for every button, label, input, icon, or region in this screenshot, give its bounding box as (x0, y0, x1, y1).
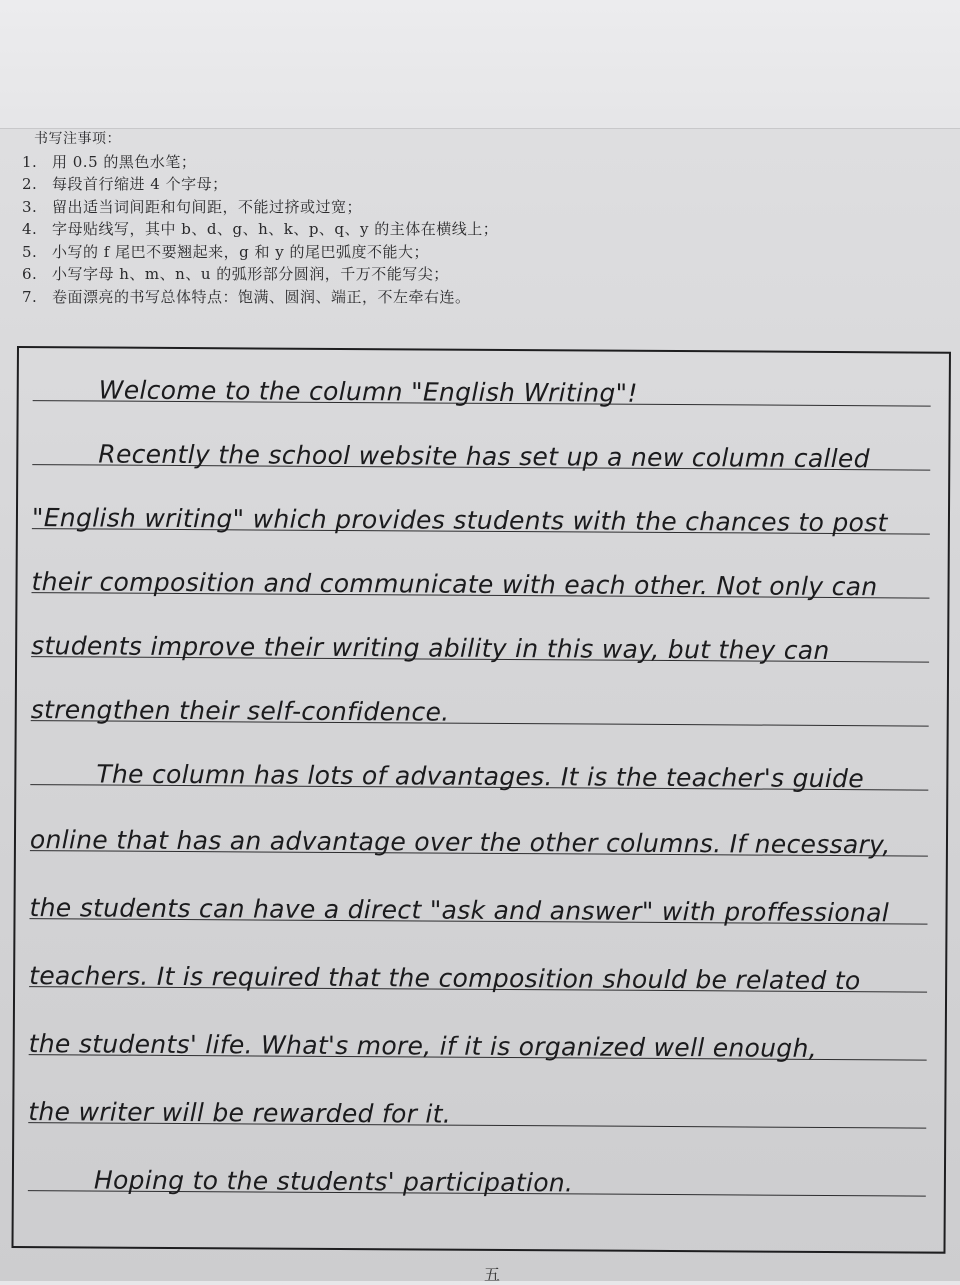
note-text: 小写的 f 尾巴不要翘起来，g 和 y 的尾巴弧度不能大； (52, 242, 429, 261)
note-item (22, 218, 902, 241)
background-sheet (0, 0, 960, 140)
handwritten-line: the writer will be rewarded for it. (28, 1097, 452, 1129)
writing-line (28, 1082, 926, 1128)
writing-line (29, 810, 928, 860)
handwritten-line: "English writing" which provides students with the chances to post (31, 503, 888, 538)
note-text: 字母贴线写，其中 b、d、g、h、k、p、q、y 的主体在横线上； (52, 220, 499, 238)
note-number: 6. (22, 265, 38, 283)
writing-line (31, 616, 929, 665)
writing-line (33, 360, 931, 406)
note-number: 4. (22, 220, 38, 238)
writing-line (28, 1150, 926, 1196)
handwritten-line: their composition and communicate with each other. Not only can (31, 567, 878, 602)
note-number: 5. (22, 242, 38, 261)
note-number: 3. (22, 197, 38, 216)
writing-line (32, 424, 930, 474)
handwritten-line: the students can have a direct "ask and answer" with proffessional (29, 893, 890, 928)
note-text: 卷面漂亮的书写总体特点：饱满、圆润、端正，不左牵右连。 (52, 287, 471, 306)
page-mark: 五 (484, 1265, 501, 1284)
handwritten-line: online that has an advantage over the other columns. If necessary, (29, 825, 891, 860)
note-number: 2. (22, 175, 38, 193)
writing-line (29, 946, 927, 996)
note-text: 每段首行缩进 4 个字母； (52, 175, 228, 193)
handwritten-line: strengthen their self-confidence. (30, 695, 450, 727)
note-text: 用 0.5 的黑色水笔； (52, 152, 197, 171)
writing-line (31, 680, 929, 726)
writing-line (30, 744, 928, 794)
note-text: 小写字母 h、m、n、u 的弧形部分圆润，千万不能写尖； (52, 265, 449, 283)
writing-notes (22, 128, 902, 308)
writing-line (31, 552, 929, 602)
composition-title: Welcome to the column "English Writing"! (98, 375, 638, 408)
note-item (22, 263, 902, 286)
note-text: 留出适当词间距和句间距，不能过挤或过宽； (52, 197, 363, 216)
note-item (22, 173, 902, 196)
note-item (22, 196, 902, 219)
notes-title: 书写注事项： (34, 131, 121, 147)
closing-line: Hoping to the students' participation. (93, 1165, 574, 1198)
writing-line (31, 488, 930, 538)
handwritten-line: the students' life. What's more, if it is organized well enough, (28, 1029, 817, 1063)
composition-box (11, 346, 950, 1254)
note-number: 1. (22, 152, 38, 171)
note-item (22, 151, 902, 174)
handwritten-line: teachers. It is required that the composition should be related to (29, 961, 861, 996)
writing-line (29, 878, 927, 928)
note-item (22, 286, 902, 309)
handwritten-line: Recently the school website has set up a new column called (98, 439, 870, 474)
handwritten-line: students improve their writing ability in this way, but they can (31, 631, 830, 665)
handwritten-line: The column has lots of advantages. It is the teacher's guide (96, 759, 865, 794)
note-number: 7. (22, 287, 38, 306)
note-item (22, 241, 902, 264)
writing-line (28, 1014, 927, 1063)
